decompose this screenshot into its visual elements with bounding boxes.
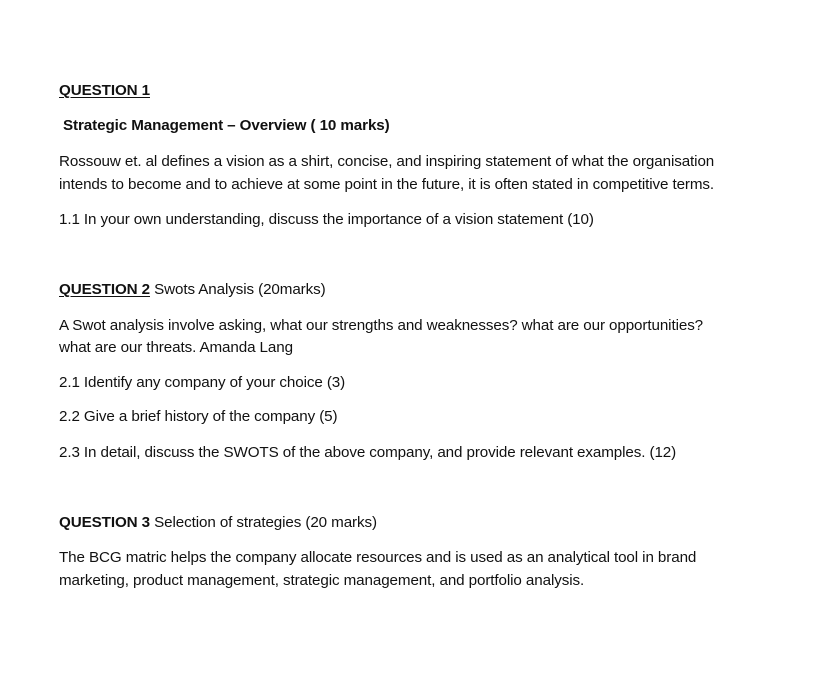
question-3-title: Selection of strategies (20 marks) (150, 514, 377, 531)
question-2-heading: QUESTION 2 (59, 281, 150, 298)
question-2-item-2-1: 2.1 Identify any company of your choice (3) (59, 374, 346, 391)
question-2-item-2-3: 2.3 In detail, discuss the SWOTS of the above company, and provide relevant examples. (12) (59, 444, 677, 461)
question-2-title: Swots Analysis (20marks) (150, 281, 326, 298)
question-3-intro-line-2: marketing, product management, strategic management, and portfolio analysis. (59, 572, 585, 589)
question-3-heading: QUESTION 3 (59, 514, 150, 531)
question-2-intro-line-1: A Swot analysis involve asking, what our strengths and weaknesses? what are our opportunities? (59, 317, 704, 334)
question-1-item-1-1: 1.1 In your own understanding, discuss the importance of a vision statement (10) (59, 211, 594, 228)
question-1-subheading: Strategic Management – Overview ( 10 marks) (63, 117, 390, 134)
question-2-intro-line-2: what are our threats. Amanda Lang (59, 339, 293, 356)
question-1-heading: QUESTION 1 (59, 82, 150, 99)
question-3-intro-line-1: The BCG matric helps the company allocate resources and is used as an analytical tool in brand (59, 549, 697, 566)
question-1-intro-line-1: Rossouw et. al defines a vision as a shirt, concise, and inspiring statement of what the organisation (59, 153, 715, 170)
question-2-heading-line (59, 278, 326, 301)
question-3-heading-line (59, 511, 377, 534)
question-2-item-2-2: 2.2 Give a brief history of the company (5) (59, 408, 338, 425)
question-1-intro-line-2: intends to become and to achieve at some point in the future, it is often stated in competitive terms. (59, 176, 715, 193)
